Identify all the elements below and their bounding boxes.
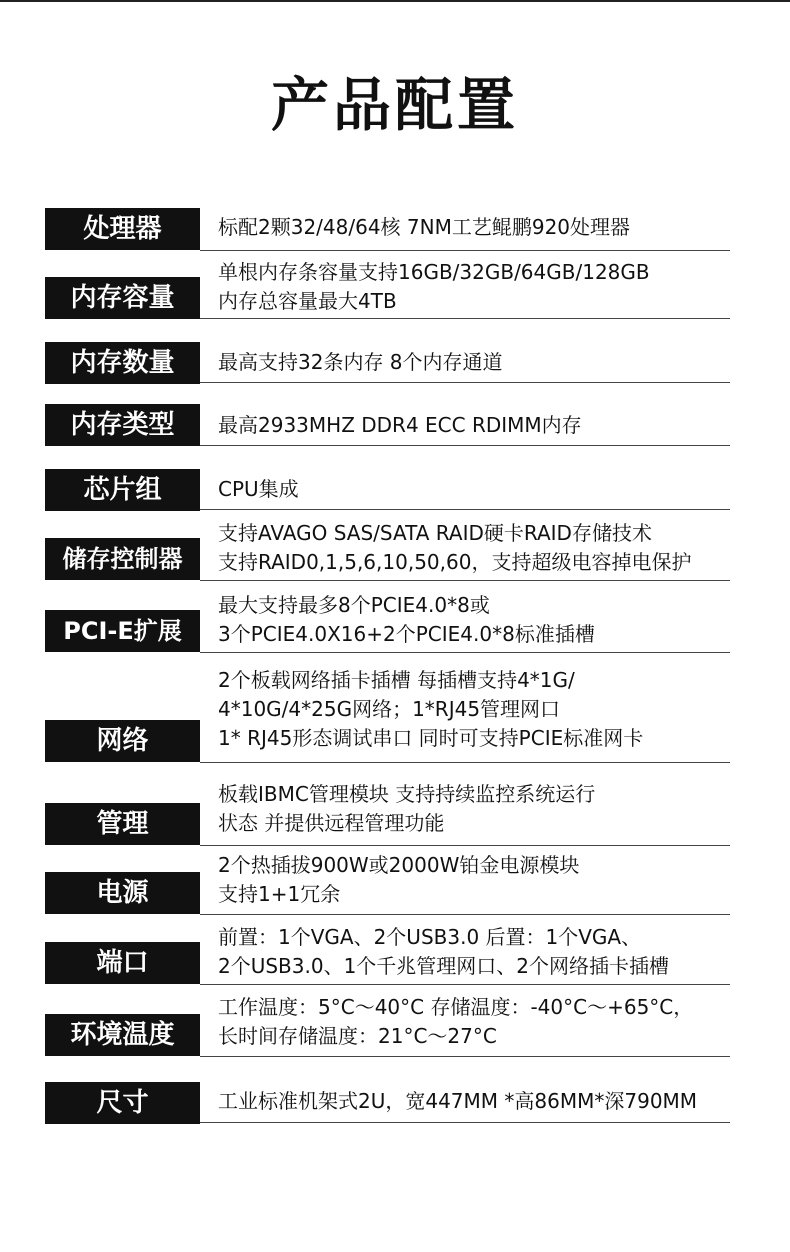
- row-divider: [200, 1056, 730, 1057]
- spec-value-line: 板载IBMC管理模块 支持持续监控系统运行: [218, 782, 596, 806]
- spec-value-line: 长时间存储温度：21°C～27°C: [218, 1024, 497, 1048]
- spec-value-line: 支持1+1冗余: [218, 882, 341, 906]
- spec-label: 内存容量: [45, 277, 200, 319]
- top-border: [0, 0, 790, 2]
- spec-value-line: 2个热插拔900W或2000W铂金电源模块: [218, 853, 580, 877]
- spec-label: 网络: [45, 720, 200, 762]
- spec-value-line: CPU集成: [218, 477, 299, 501]
- spec-value: [218, 780, 760, 838]
- spec-label: 储存控制器: [45, 538, 200, 580]
- spec-value-line: 支持RAID0,1,5,6,10,50,60，支持超级电容掉电保护: [218, 550, 692, 574]
- row-divider: [200, 984, 730, 985]
- spec-value: [218, 666, 760, 753]
- spec-value-line: 前置：1个VGA、2个USB3.0 后置：1个VGA、: [218, 925, 642, 949]
- spec-value: [218, 923, 760, 981]
- row-divider: [200, 250, 730, 251]
- row-divider: [200, 318, 730, 319]
- spec-value: [218, 1087, 760, 1116]
- spec-value-line: 工业标准机架式2U，宽447MM *高86MM*深790MM: [218, 1089, 698, 1113]
- spec-value-line: 3个PCIE4.0X16+2个PCIE4.0*8标准插槽: [218, 622, 595, 646]
- row-divider: [200, 914, 730, 915]
- spec-value: [218, 475, 760, 504]
- spec-value-line: 2个USB3.0、1个千兆管理网口、2个网络插卡插槽: [218, 954, 670, 978]
- page-title: 产品配置: [270, 71, 519, 139]
- spec-label: 管理: [45, 803, 200, 845]
- row-divider: [200, 652, 730, 653]
- spec-value-line: 工作温度：5°C～40°C 存储温度：-40°C～+65°C，: [218, 995, 694, 1019]
- spec-value: [218, 258, 760, 316]
- spec-value-line: 最高2933MHZ DDR4 ECC RDIMM内存: [218, 413, 582, 437]
- spec-value: [218, 213, 760, 242]
- row-divider: [200, 382, 730, 383]
- spec-label: 端口: [45, 942, 200, 984]
- spec-value: [218, 348, 760, 377]
- row-divider: [200, 445, 730, 446]
- row-divider: [200, 1122, 730, 1123]
- spec-label: 芯片组: [45, 469, 200, 511]
- row-divider: [200, 762, 730, 763]
- row-divider: [200, 509, 730, 510]
- row-divider: [200, 845, 730, 846]
- spec-value-line: 内存总容量最大4TB: [218, 289, 397, 313]
- spec-value-line: 单根内存条容量支持16GB/32GB/64GB/128GB: [218, 260, 650, 284]
- spec-value: [218, 411, 760, 440]
- spec-label: PCI-E扩展: [45, 610, 200, 652]
- spec-value-line: 1* RJ45形态调试串口 同时可支持PCIE标准网卡: [218, 726, 644, 750]
- spec-label: 处理器: [45, 208, 200, 250]
- spec-label: 内存数量: [45, 342, 200, 384]
- spec-label: 内存类型: [45, 404, 200, 446]
- spec-value-line: 4*10G/4*25G网络；1*RJ45管理网口: [218, 697, 561, 721]
- spec-value: [218, 993, 760, 1051]
- spec-label: 环境温度: [45, 1014, 200, 1056]
- spec-value-line: 最大支持最多8个PCIE4.0*8或: [218, 593, 490, 617]
- spec-value-line: 状态 并提供远程管理功能: [218, 811, 445, 835]
- row-divider: [200, 580, 730, 581]
- spec-value-line: 最高支持32条内存 8个内存通道: [218, 350, 503, 374]
- spec-value: [218, 591, 760, 649]
- spec-value-line: 标配2颗32/48/64核 7NM工艺鲲鹏920处理器: [218, 215, 631, 239]
- spec-value: [218, 851, 760, 909]
- spec-value-line: 支持AVAGO SAS/SATA RAID硬卡RAID存储技术: [218, 521, 652, 545]
- spec-label: 尺寸: [45, 1082, 200, 1124]
- spec-value-line: 2个板载网络插卡插槽 每插槽支持4*1G/: [218, 668, 575, 692]
- spec-value: [218, 519, 760, 577]
- spec-label: 电源: [45, 872, 200, 914]
